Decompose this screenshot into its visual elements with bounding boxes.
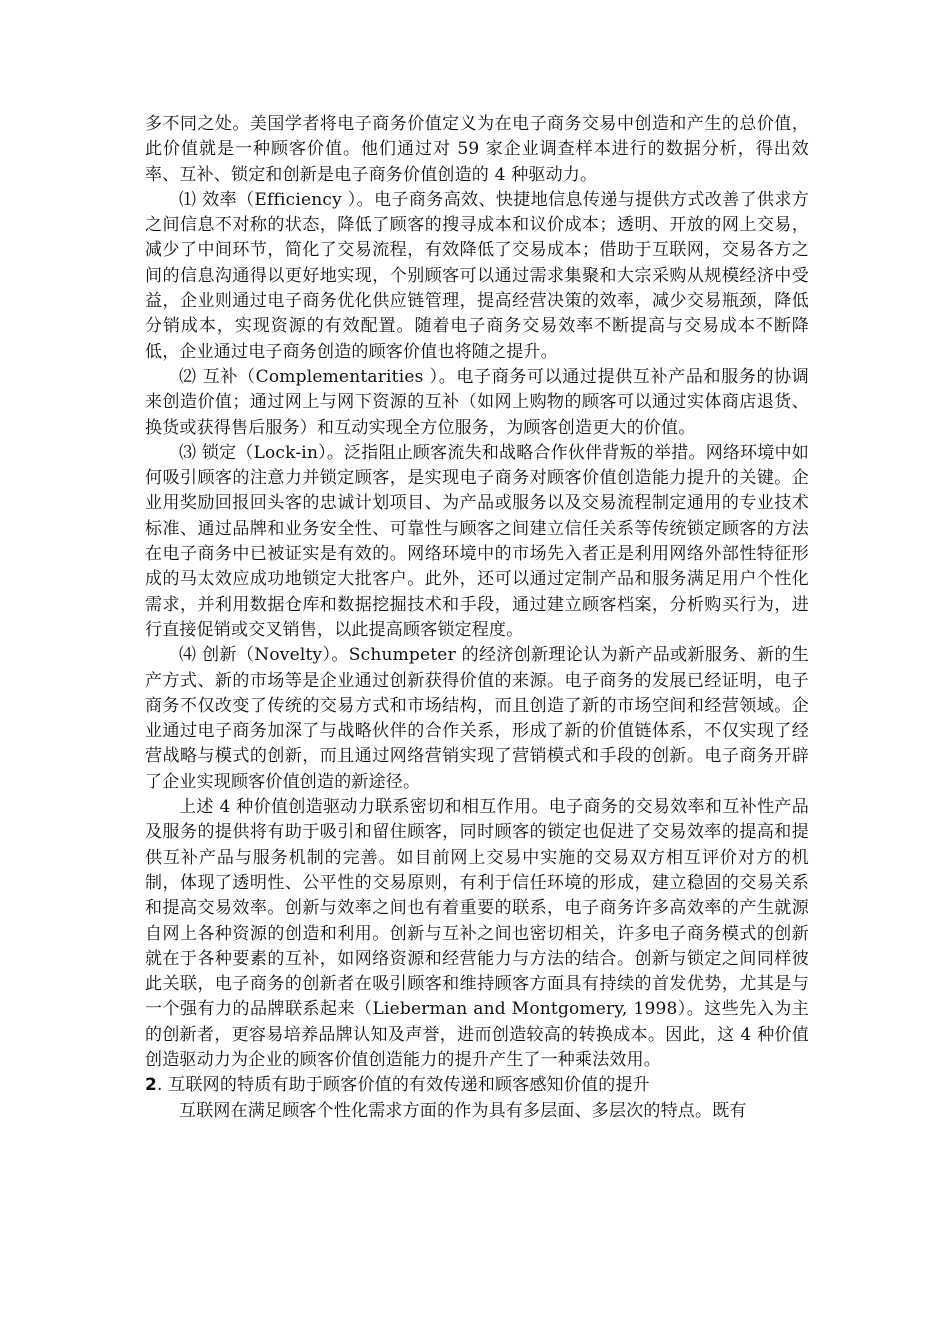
lock-in-paragraph: ⑶ 锁定（Lock-in）。泛指阻止顾客流失和战略合作伙伴背叛的举措。网络环境中如何吸引顾客的注意力并锁定顾客，是实现电子商务对顾客价值创造能力提升的关键。企业用奖励回报回头客的忠诚计划项目、为产品或服务以及交易流程制定通用的专业技术标准、通过品牌和业务安全性、可靠性与顾客之间建立信任关系等传统锁定顾客的方法在电子商务中已被证实是有效的。网络环境中的市场先入者正是利用网络外部性特征形成的马太效应成功地锁定大批客户。此外，还可以通过定制产品和服务满足用户个性化需求，并利用数据仓库和数据挖掘技术和手段，通过建立顾客档案，分析购买行为，进行直接促销或交叉销售，以此提高顾客锁定程度。	[145, 442, 809, 640]
efficiency-paragraph: ⑴ 效率（Efficiency ）。电子商务高效、快捷地信息传递与提供方式改善了供求方之间信息不对称的状态，降低了顾客的搜寻成本和议价成本；透明、开放的网上交易，减少了中间环节，简化了交易流程，有效降低了交易成本；借助于互联网，交易各方之间的信息沟通得以更好地实现，个别顾客可以通过需求集聚和大宗采购从规模经济中受益，企业则通过电子商务优化供应链管理，提高经营决策的效率，减少交易瓶颈，降低分销成本，实现资源的有效配置。随着电子商务交易效率不断提高与交易成本不断降低，企业通过电子商务创造的顾客价值也将随之提升。	[145, 189, 809, 362]
summary-paragraph: 上述 4 种价值创造驱动力联系密切和相互作用。电子商务的交易效率和互补性产品及服务的提供将有助于吸引和留住顾客，同时顾客的锁定也促进了交易效率的提高和提供互补产品与服务机制的完善。如目前网上交易中实施的交易双方相互评价对方的机制，体现了透明性、公平性的交易原则，有利于信任环境的形成，建立稳固的交易关系和提高交易效率。创新与效率之间也有着重要的联系，电子商务许多高效率的产生就源自网上各种资源的创造和利用。创新与互补之间也密切相关，许多电子商务模式的创新就在于各种要素的互补，如网络资源和经营能力与方法的结合。创新与锁定之间同样彼此关联，电子商务的创新者在吸引顾客和维持顾客方面具有持续的首发优势，尤其是与一个强有力的品牌联系起来（Lieberman and Montgomery, 1998）。这些先入为主的创新者，更容易培养品牌认知及声誉，进而创造较高的转换成本。因此，这 4 种价值创造驱动力为企业的顾客价值创造能力的提升产生了一种乘法效用。	[145, 797, 809, 1070]
novelty-paragraph: ⑷ 创新（Novelty）。Schumpeter 的经济创新理论认为新产品或新服务、新的生产方式、新的市场等是企业通过创新获得价值的来源。电子商务的发展已经证明，电子商务不仅改变了传统的交易方式和市场结构，而且创造了新的市场空间和经营领域。企业通过电子商务加深了与战略伙伴的合作关系，形成了新的价值链体系，不仅实现了经营战略与模式的创新，而且通过网络营销实现了营销模式和手段的创新。电子商务开辟了企业实现顾客价值创造的新途径。	[145, 645, 809, 792]
intro-paragraph: 多不同之处。美国学者将电子商务价值定义为在电子商务交易中创造和产生的总价值，此价值就是一种顾客价值。他们通过对 59 家企业调查样本进行的数据分析，得出效率、互补、锁定和创新是电子商务价值创造的 4 种驱动力。	[145, 114, 809, 185]
final-paragraph: 互联网在满足顾客个性化需求方面的作为具有多层面、多层次的特点。既有	[179, 1100, 747, 1121]
section-number: 2	[145, 1075, 158, 1096]
section-heading	[145, 1073, 809, 1098]
section-title: . 互联网的特质有助于顾客价值的有效传递和顾客感知价值的提升	[157, 1075, 650, 1096]
complementarities-paragraph: ⑵ 互补（Complementarities ）。电子商务可以通过提供互补产品和服务的协调来创造价值；通过网上与网下资源的互补（如网上购物的顾客可以通过实体商店退货、换货或获得售后服务）和互动实现全方位服务，为顾客创造更大的价值。	[145, 366, 809, 438]
document-page	[145, 112, 809, 1124]
